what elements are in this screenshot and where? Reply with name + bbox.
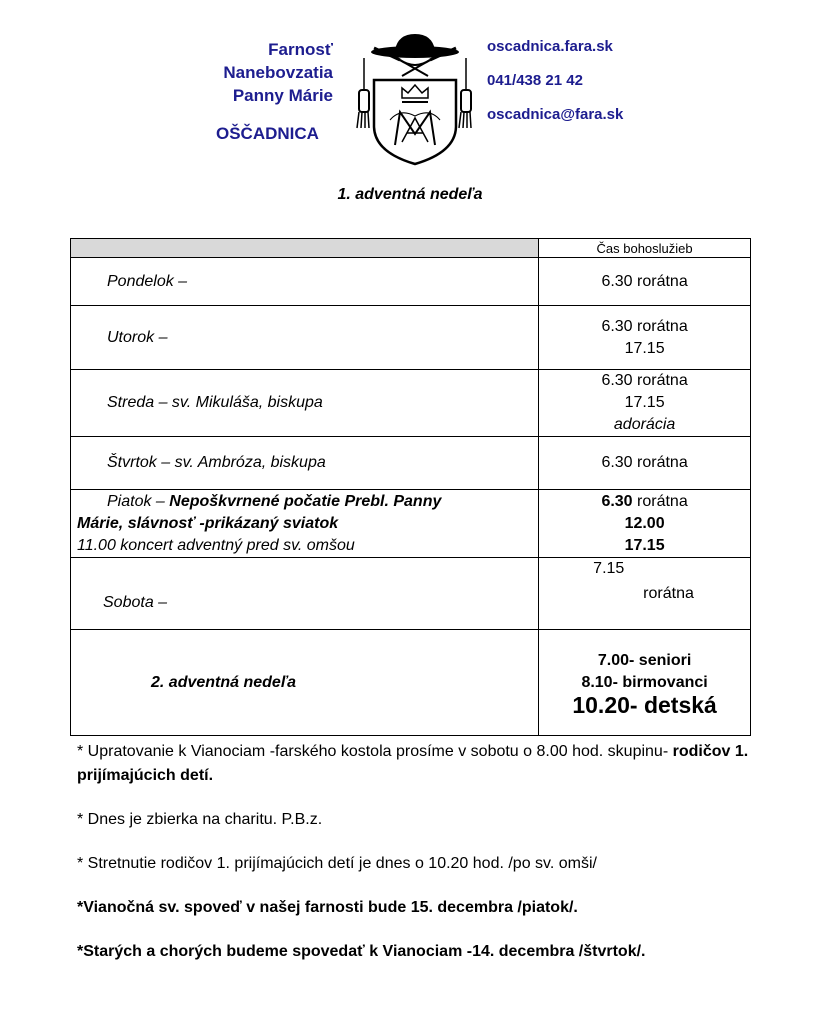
time-value: 17.15 xyxy=(624,394,665,411)
day-label: Utorok – xyxy=(71,306,539,370)
header-cell-time: Čas bohoslužieb xyxy=(539,239,751,258)
header-cell-empty xyxy=(71,239,539,258)
concert-note: 11.00 koncert adventný pred sv. omšou xyxy=(77,536,355,554)
feast-title-cont: Márie, slávnosť -prikázaný sviatok xyxy=(77,514,339,532)
table-row-thursday xyxy=(71,437,751,490)
feast-title: Nepoškvrnené počatie Prebl. Panny xyxy=(169,492,442,510)
time-label: rorátna xyxy=(643,585,694,602)
announcements xyxy=(77,740,777,964)
time-value: 17.15 xyxy=(624,339,665,357)
time-value: 6.30 rorátna xyxy=(601,372,688,389)
day-label: 2. adventná nedeľa xyxy=(71,630,539,736)
announcement: *Starých a chorých budeme spovedať k Vianociam -14. decembra /štvrtok/. xyxy=(77,943,646,960)
table-row-tuesday xyxy=(71,306,751,370)
table-row-friday xyxy=(71,490,751,558)
parish-name xyxy=(223,38,333,107)
day-label: Sobota – xyxy=(71,558,539,630)
adoration-label: adorácia xyxy=(613,416,676,433)
time-cell xyxy=(539,437,751,490)
time-cell xyxy=(539,306,751,370)
parish-town: OŠČADNICA xyxy=(216,124,319,143)
time-cell xyxy=(539,558,751,630)
time-value: 6.30 rorátna xyxy=(601,454,688,471)
time-cell xyxy=(539,258,751,306)
time-value: 7.00- seniori xyxy=(597,651,692,669)
announcement xyxy=(77,740,777,788)
day-label: Streda – sv. Mikuláša, biskupa xyxy=(71,370,539,437)
time-label: rorátna xyxy=(632,492,688,510)
announcement: * Stretnutie rodičov 1. prijímajúcich detí je dnes o 10.20 hod. /po sv. omši/ xyxy=(77,855,597,872)
time-value: 8.10- birmovanci xyxy=(581,673,708,691)
time-cell xyxy=(539,370,751,437)
time-value: 6.30 rorátna xyxy=(601,272,688,290)
announcement-emphasis: rodičov 1. prijímajúcich detí. xyxy=(77,743,749,784)
website-link[interactable]: oscadnica.fara.sk xyxy=(487,38,613,55)
time-cell xyxy=(539,630,751,736)
day-label: Pondelok – xyxy=(71,258,539,306)
parish-name-line: Panny Márie xyxy=(232,86,333,105)
day-cell-friday xyxy=(71,490,539,558)
email-link[interactable]: oscadnica@fara.sk xyxy=(487,106,624,123)
table-row-sunday xyxy=(71,630,751,736)
time-value-highlight: 10.20- detská xyxy=(572,691,717,718)
announcement-text: * Upratovanie k Vianociam -farského kostola prosíme v sobotu o 8.00 hod. skupinu- xyxy=(77,743,673,760)
time-value: 7.15 xyxy=(593,560,625,577)
table-header-row xyxy=(71,239,751,258)
table-row-monday xyxy=(71,258,751,306)
time-value: 6.30 rorátna xyxy=(601,317,688,335)
parish-name-line: Farnosť xyxy=(268,40,333,59)
parish-coat-of-arms-icon xyxy=(340,30,490,170)
page-title: 1. adventná nedeľa xyxy=(337,186,483,203)
time-value: 17.15 xyxy=(624,536,665,554)
day-label: Piatok – xyxy=(107,492,170,510)
time-value: 12.00 xyxy=(624,514,665,532)
parish-contacts xyxy=(487,38,623,140)
parish-name-line: Nanebovzatia xyxy=(223,63,333,82)
table-row-saturday xyxy=(71,558,751,630)
time-cell xyxy=(539,490,751,558)
mass-schedule-table xyxy=(70,238,751,736)
day-label: Štvrtok – sv. Ambróza, biskupa xyxy=(71,437,539,490)
announcement: *Vianočná sv. spoveď v našej farnosti bude 15. decembra /piatok/. xyxy=(77,899,578,916)
announcement: * Dnes je zbierka na charitu. P.B.z. xyxy=(77,811,323,828)
phone-number: 041/438 21 42 xyxy=(487,72,583,89)
table-row-wednesday xyxy=(71,370,751,437)
time-value: 6.30 xyxy=(601,492,633,510)
